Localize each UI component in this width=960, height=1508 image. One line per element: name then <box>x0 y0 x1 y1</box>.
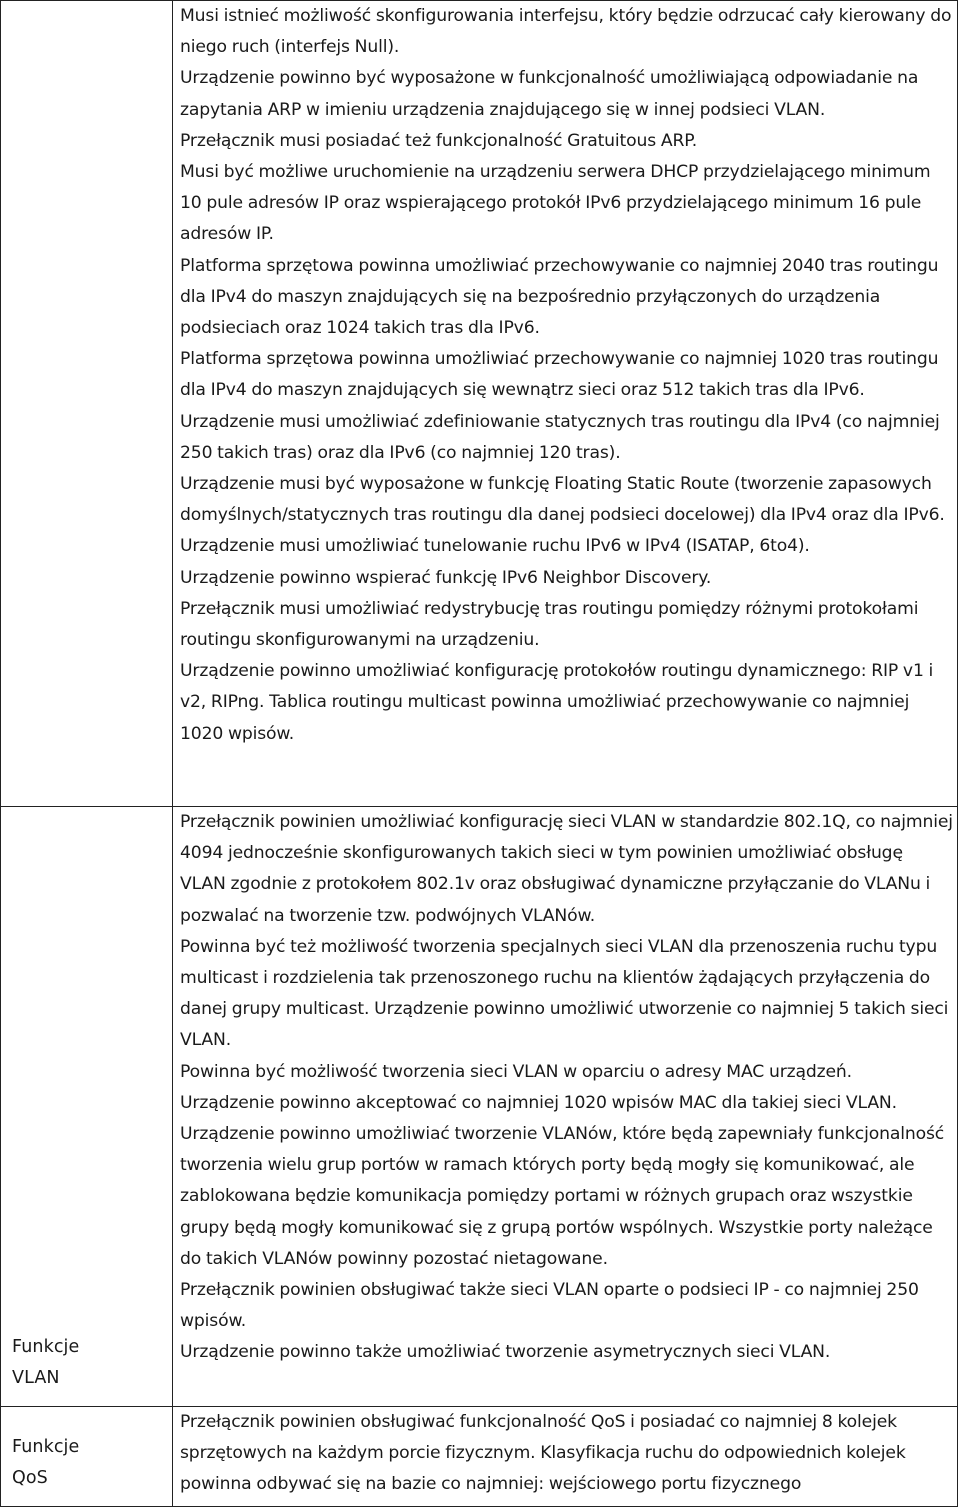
description-cell <box>173 807 958 1407</box>
requirement-paragraph: Urządzenie powinno także umożliwiać tworzenie asymetrycznych sieci VLAN. <box>180 1342 831 1363</box>
requirement-paragraph: Powinna być też możliwość tworzenia specjalnych sieci VLAN dla przenoszenia ruchu typu multicast i rozdzielenia tak przenoszonego ruchu na klientów żądających przyłączenia do danej grupy multicast. Urządzenie powinno umożliwić utworzenie co najmniej 5 takich sieci VLAN. <box>180 936 949 1051</box>
requirement-paragraph: Przełącznik musi posiadać też funkcjonalność Gratuitous ARP. <box>180 130 698 151</box>
requirement-paragraph: Platforma sprzętowa powinna umożliwiać przechowywanie co najmniej 1020 tras routingu dla IPv4 do maszyn znajdujących się wewnątrz sieci oraz 512 takich tras dla IPv6. <box>180 349 939 401</box>
description-cell <box>173 1 958 807</box>
requirement-paragraph: Urządzenie powinno być wyposażone w funkcjonalność umożliwiającą odpowiadanie na zapytania ARP w imieniu urządzenia znajdującego się w innej podsieci VLAN. <box>180 68 919 120</box>
requirement-paragraph: Urządzenie powinno umożliwiać tworzenie VLANów, które będą zapewniały funkcjonalność tworzenia wielu grup portów w ramach których porty będą mogły się komunikować, ale zablokowana będzie komunikacja pomiędzy portami w różnych grupach oraz wszystkie grupy będą mogły komunikować się z grupą portów wspólnych. Wszystkie porty należące do takich VLANów powinny pozostać nietagowane. <box>180 1124 945 1269</box>
requirement-paragraph: Przełącznik powinien obsługiwać także sieci VLAN oparte o podsieci IP - co najmniej 250 wpisów. <box>180 1280 919 1332</box>
category-cell-vlan <box>1 807 173 1407</box>
requirement-paragraph: Platforma sprzętowa powinna umożliwiać przechowywanie co najmniej 2040 tras routingu dla IPv4 do maszyn znajdujących się na bezpośrednio przyłączonych do urządzenia podsieciach oraz 1024 takich tras dla IPv6. <box>180 255 939 339</box>
requirement-paragraph: Urządzenie powinno wspierać funkcję IPv6 Neighbor Discovery. <box>180 567 712 588</box>
requirement-paragraph: Przełącznik powinien umożliwiać konfigurację sieci VLAN w standardzie 802.1Q, co najmniej 4094 jednocześnie skonfigurowanych takich sieci w tym powinien umożliwiać obsługę VLAN zgodnie z protokołem 802.1v oraz obsługiwać dynamiczne przyłączanie do VLANu i pozwalać na tworzenie tzw. podwójnych VLANów. <box>180 812 953 926</box>
category-label: QoS <box>12 1468 48 1488</box>
requirement-paragraph: Urządzenie musi umożliwiać tunelowanie ruchu IPv6 w IPv4 (ISATAP, 6to4). <box>180 536 810 557</box>
requirement-paragraph: Urządzenie musi być wyposażone w funkcję Floating Static Route (tworzenie zapasowych domyślnych/statycznych tras routingu dla danej podsieci docelowej) dla IPv4 oraz dla IPv6. <box>180 474 945 526</box>
category-cell <box>1 1 173 807</box>
description-cell <box>173 1407 958 1507</box>
requirement-paragraph: Musi być możliwe uruchomienie na urządzeniu serwera DHCP przydzielającego minimum 10 pule adresów IP oraz wspierającego protokół IPv6 przydzielającego minimum 16 pule adresów IP. <box>180 162 931 245</box>
requirement-paragraph: Urządzenie powinno akceptować co najmniej 1020 wpisów MAC dla takiej sieci VLAN. <box>180 1092 897 1113</box>
requirement-paragraph: Przełącznik powinien obsługiwać funkcjonalność QoS i posiadać co najmniej 8 kolejek sprzętowych na każdym porcie fizycznym. Klasyfikacja ruchu do odpowiednich kolejek powinna odbywać się na bazie co najmniej: wejściowego portu fizycznego <box>180 1412 906 1495</box>
requirement-paragraph: Urządzenie musi umożliwiać zdefiniowanie statycznych tras routingu dla IPv4 (co najmniej 250 takich tras) oraz dla IPv6 (co najmniej 120 tras). <box>180 411 940 463</box>
requirement-paragraph: Musi istnieć możliwość skonfigurowania interfejsu, który będzie odrzucać cały kierowany do niego ruch (interfejs Null). <box>180 6 952 58</box>
category-label: Funkcje <box>12 1337 80 1357</box>
category-cell-qos <box>1 1407 173 1507</box>
requirement-paragraph: Urządzenie powinno umożliwiać konfigurację protokołów routingu dynamicznego: RIP v1 i v2, RIPng. Tablica routingu multicast powinna umożliwiać przechowywanie co najmniej 1020 wpisów. <box>180 661 934 744</box>
table-row <box>1 1407 958 1507</box>
requirement-paragraph: Przełącznik musi umożliwiać redystrybucję tras routingu pomiędzy różnymi protokołami routingu skonfigurowanymi na urządzeniu. <box>180 598 919 651</box>
category-label: Funkcje <box>12 1437 80 1457</box>
table-row <box>1 1 958 807</box>
category-label: VLAN <box>12 1368 60 1388</box>
table-row <box>1 807 958 1407</box>
requirement-paragraph: Powinna być możliwość tworzenia sieci VLAN w oparciu o adresy MAC urządzeń. <box>180 1061 852 1082</box>
